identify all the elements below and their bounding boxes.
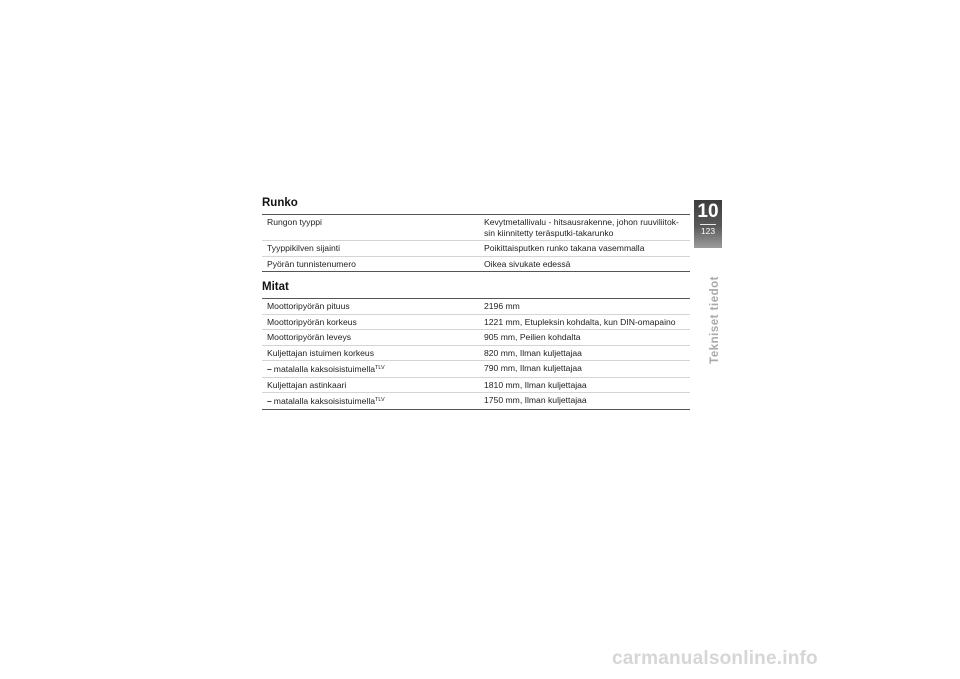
spec-label-text: matalalla kaksoisistuimella bbox=[273, 364, 376, 374]
spec-value-line: sin kiinnitetty teräsputki-takarunko bbox=[484, 227, 614, 238]
spec-value: 905 mm, Peilien kohdalta bbox=[480, 330, 690, 346]
spec-value-line: Kevytmetallivalu - hitsausrakenne, johon ruuviliitok- bbox=[484, 217, 679, 227]
spec-label bbox=[262, 361, 480, 378]
spec-value: 820 mm, Ilman kuljettajaa bbox=[480, 345, 690, 361]
spec-label: Kuljettajan astinkaari bbox=[262, 377, 480, 393]
tlv-superscript: TLV bbox=[375, 365, 385, 371]
dash-bullet: – bbox=[267, 396, 272, 406]
spec-value: 790 mm, Ilman kuljettajaa bbox=[480, 361, 690, 378]
table-row bbox=[262, 361, 690, 378]
spec-value bbox=[480, 215, 690, 241]
spec-value: 2196 mm bbox=[480, 299, 690, 315]
page-number: 123 bbox=[700, 226, 716, 236]
table-row bbox=[262, 377, 690, 393]
spec-label: Pyörän tunnistenumero bbox=[267, 258, 356, 269]
spec-value: 1221 mm, Etupleksin kohdalta, kun DIN-omapaino bbox=[480, 314, 690, 330]
dash-bullet: – bbox=[267, 364, 272, 374]
spec-value: 1750 mm, Ilman kuljettajaa bbox=[484, 395, 587, 405]
table-row bbox=[262, 299, 690, 315]
spec-label: Moottoripyörän pituus bbox=[262, 299, 480, 315]
table-row bbox=[262, 314, 690, 330]
chapter-tab bbox=[694, 200, 722, 248]
spec-value: 1810 mm, Ilman kuljettajaa bbox=[480, 377, 690, 393]
spec-value: Poikittaisputken runko takana vasemmalla bbox=[480, 241, 690, 257]
spec-table-mitat bbox=[262, 298, 690, 410]
watermark: carmanualsonline.info bbox=[612, 648, 818, 669]
chapter-side-label: Tekniset tiedot bbox=[709, 276, 721, 364]
spec-label: Rungon tyyppi bbox=[262, 215, 480, 241]
spec-label: Moottoripyörän korkeus bbox=[262, 314, 480, 330]
spec-value: Oikea sivukate edessä bbox=[484, 258, 571, 269]
table-row bbox=[262, 345, 690, 361]
spec-label bbox=[262, 393, 480, 410]
table-row bbox=[262, 241, 690, 257]
table-row bbox=[262, 215, 690, 241]
tlv-superscript: TLV bbox=[375, 397, 385, 403]
page-content bbox=[262, 196, 690, 410]
chapter-divider bbox=[700, 224, 716, 225]
section-title-runko: Runko bbox=[262, 197, 298, 209]
table-row bbox=[262, 330, 690, 346]
table-row bbox=[262, 256, 690, 272]
spec-label: Tyyppikilven sijainti bbox=[262, 241, 480, 257]
spec-label: Kuljettajan istuimen korkeus bbox=[262, 345, 480, 361]
spec-label: Moottoripyörän leveys bbox=[262, 330, 480, 346]
spec-label-text: matalalla kaksoisistuimella bbox=[273, 396, 376, 406]
spec-table-runko bbox=[262, 214, 690, 272]
section-title-mitat: Mitat bbox=[262, 281, 289, 293]
table-row bbox=[262, 393, 690, 410]
chapter-number: 10 bbox=[697, 201, 719, 222]
